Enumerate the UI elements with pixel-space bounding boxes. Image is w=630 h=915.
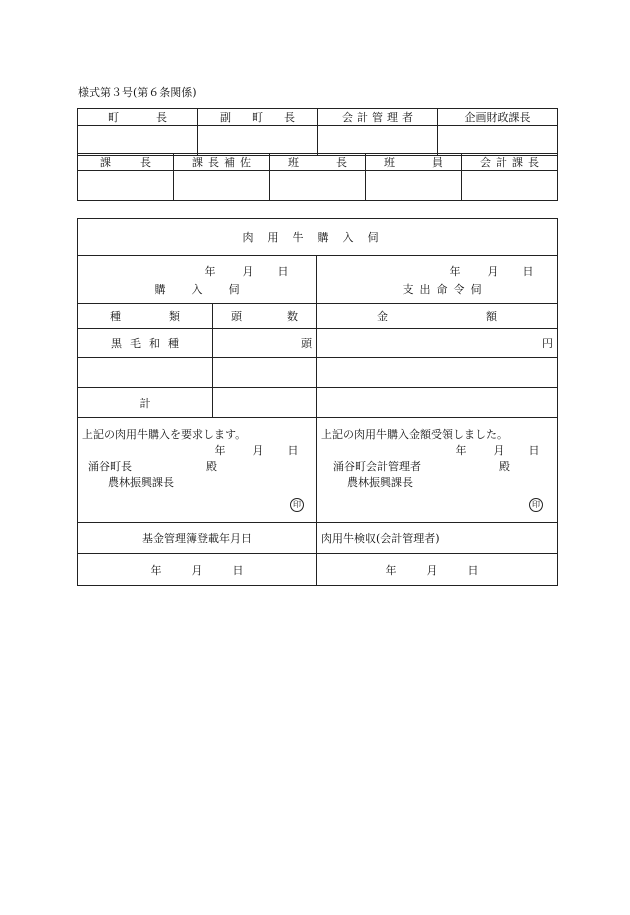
approval-head-finance: 企画財政課長 — [438, 109, 558, 126]
col-header-type: 種 類 — [78, 304, 213, 329]
total-amount-field[interactable] — [317, 388, 558, 418]
stamp-box[interactable] — [270, 171, 366, 201]
total-count-field[interactable] — [213, 388, 317, 418]
left-dono: 殿 — [206, 460, 217, 473]
approval-head-team-member: 班 員 — [366, 154, 462, 171]
seal-icon: 印 — [290, 498, 304, 512]
col-header-count: 頭 数 — [213, 304, 317, 329]
left-request-cell: 年 月 日 購 入 伺 — [78, 256, 317, 304]
approval-head-mayor: 町 長 — [78, 109, 198, 126]
col-header-amount: 金 額 — [317, 304, 558, 329]
form-caption: 様式第３号(第６条関係) — [78, 86, 197, 99]
approval-table-top — [77, 108, 558, 156]
stamp-box[interactable] — [438, 126, 558, 156]
left-statement-cell: 上記の肉用牛購入を要求します。 年 月 日 涌谷町長 殿 農林振興課長 印 — [78, 418, 317, 523]
inspection-label: 肉用牛検収(会計管理者) — [317, 523, 558, 554]
purchase-form-table — [77, 218, 558, 586]
stamp-box[interactable] — [198, 126, 318, 156]
fund-label: 基金管理簿登載年月日 — [78, 523, 317, 554]
form-title: 肉用牛購入伺 — [78, 219, 558, 256]
left-statement: 上記の肉用牛購入を要求します。 — [82, 428, 247, 441]
right-statement: 上記の肉用牛購入金額受領しました。 — [321, 428, 508, 441]
approval-head-assistant: 課 長 補 佐 — [174, 154, 270, 171]
inspection-date-field[interactable]: 年 月 日 — [317, 554, 558, 586]
head-count-field[interactable]: 頭 — [213, 329, 317, 358]
right-sender: 農林振興課長 — [347, 476, 413, 489]
approval-head-accounting-chief: 会 計 課 長 — [462, 154, 558, 171]
right-request-cell: 年 月 日 支 出 命 令 伺 — [317, 256, 558, 304]
right-addressee: 涌谷町会計管理者 — [333, 460, 421, 473]
total-label: 計 — [78, 388, 213, 418]
approval-head-section-chief: 課 長 — [78, 154, 174, 171]
approval-head-deputy-mayor: 副 町 長 — [198, 109, 318, 126]
approval-table-bottom — [77, 153, 558, 201]
seal-icon: 印 — [529, 498, 543, 512]
stamp-box[interactable] — [174, 171, 270, 201]
right-statement-cell: 上記の肉用牛購入金額受領しました。 年 月 日 涌谷町会計管理者 殿 農林振興課長 印 — [317, 418, 558, 523]
stamp-box[interactable] — [462, 171, 558, 201]
left-sender: 農林振興課長 — [108, 476, 174, 489]
stamp-box[interactable] — [78, 171, 174, 201]
stamp-box[interactable] — [366, 171, 462, 201]
amount-field[interactable]: 円 — [317, 329, 558, 358]
approval-head-accountant: 会 計 管 理 者 — [318, 109, 438, 126]
stamp-box[interactable] — [318, 126, 438, 156]
amount-field-2[interactable] — [317, 358, 558, 388]
stamp-box[interactable] — [78, 126, 198, 156]
count-field-2[interactable] — [213, 358, 317, 388]
right-dono: 殿 — [499, 460, 510, 473]
fund-date-field[interactable]: 年 月 日 — [78, 554, 317, 586]
breed-cell: 黒 毛 和 種 — [78, 329, 213, 358]
left-addressee: 涌谷町長 — [88, 460, 132, 473]
type-field-2[interactable] — [78, 358, 213, 388]
approval-head-team-leader: 班 長 — [270, 154, 366, 171]
